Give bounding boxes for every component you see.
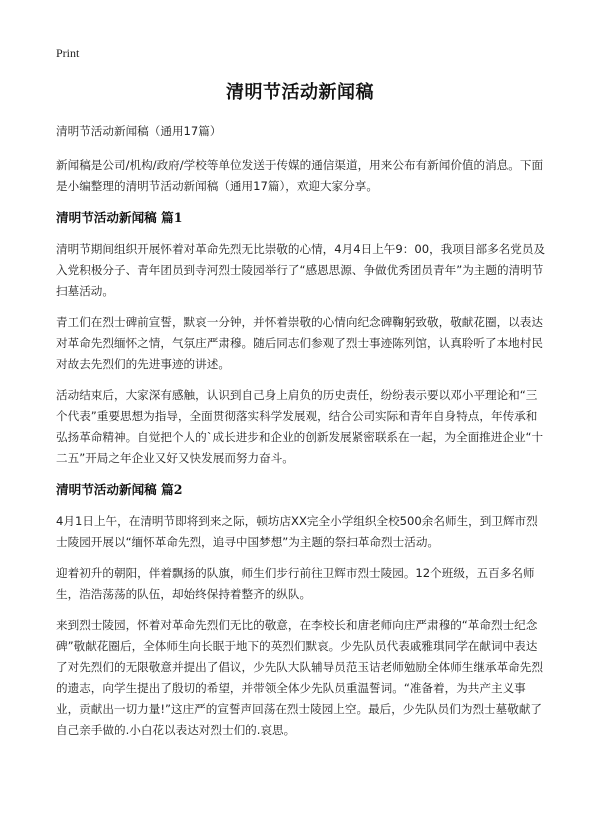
article-subtitle: 清明节活动新闻稿（通用17篇） bbox=[56, 124, 222, 138]
section-heading: 清明节活动新闻稿 篇2 bbox=[56, 482, 183, 497]
section-paragraph: 活动结束后，大家深有感触，认识到自己身上肩负的历史责任，纷纷表示要以邓小平理论和“三个代表”重要思想为指导，全面贯彻落实科学发展观，结合公司实际和青年自身特点，年传承和弘扬革命精神。自觉把个人的`成长进步和企业的创新发展紧密联系在一起，为全面推进企业“十二五”开局之年企业又好又快发展而努力奋斗。 bbox=[56, 388, 544, 465]
section-heading: 清明节活动新闻稿 篇1 bbox=[56, 210, 183, 225]
intro-paragraph: 新闻稿是公司/机构/政府/学校等单位发送于传媒的通信渠道，用来公布有新闻价值的消息。下面是小编整理的清明节活动新闻稿（通用17篇），欢迎大家分享。 bbox=[56, 158, 544, 193]
section-paragraph: 迎着初升的朝阳，伴着飘扬的队旗，师生们步行前往卫辉市烈士陵园。12个班级，五百多名师生，浩浩荡荡的队伍，却始终保持着整齐的纵队。 bbox=[56, 566, 535, 601]
section-paragraph: 来到烈士陵园，怀着对革命先烈们无比的敬意，在李校长和唐老师向庄严肃穆的“革命烈士纪念碑”敬献花圈后，全体师生向长眠于地下的英烈们默哀。少先队员代表戚雅琪同学在献词中表达了对先烈们的无限敬意并提出了倡议，少先队大队辅导员范玉诘老师勉励全体师生继承革命先烈的遗志，向学生提出了殷切的希望，并带领全体少先队员重温誓词。“准备着，为共产主义事业，贡献出一切力量!”这庄严的宣誓声回荡在烈士陵园上空。最后，少先队员们为烈士墓敬献了自己亲手做的.小白花以表达对烈士们的.哀思。 bbox=[56, 618, 543, 737]
print-link[interactable]: Print bbox=[56, 46, 80, 60]
section-paragraph: 4月1日上午，在清明节即将到来之际，顿坊店XX完全小学组织全校500余名师生，到卫辉市烈士陵园开展以“缅怀革命先烈，追寻中国梦想”为主题的祭扫革命烈士活动。 bbox=[56, 514, 538, 549]
article-body bbox=[56, 121, 546, 751]
document-title: 清明节活动新闻稿 bbox=[226, 82, 374, 103]
section-paragraph: 青工们在烈士碑前宣誓，默哀一分钟，并怀着崇敬的心情向纪念碑鞠躬致敬，敬献花圈，以表达对革命先烈缅怀之情，气氛庄严肃穆。随后同志们参观了烈士事迹陈列馆，认真聆听了本地村民对故去先烈们的先进事迹的讲述。 bbox=[56, 315, 543, 371]
section-paragraph: 清明节期间组织开展怀着对革命先烈无比崇敬的心情，4月4日上午9：00，我项目部多名党员及入党积极分子、青年团员到寺河烈士陵园举行了“感恩思源、争做优秀团员青年”为主题的清明节扫墓活动。 bbox=[56, 242, 546, 298]
